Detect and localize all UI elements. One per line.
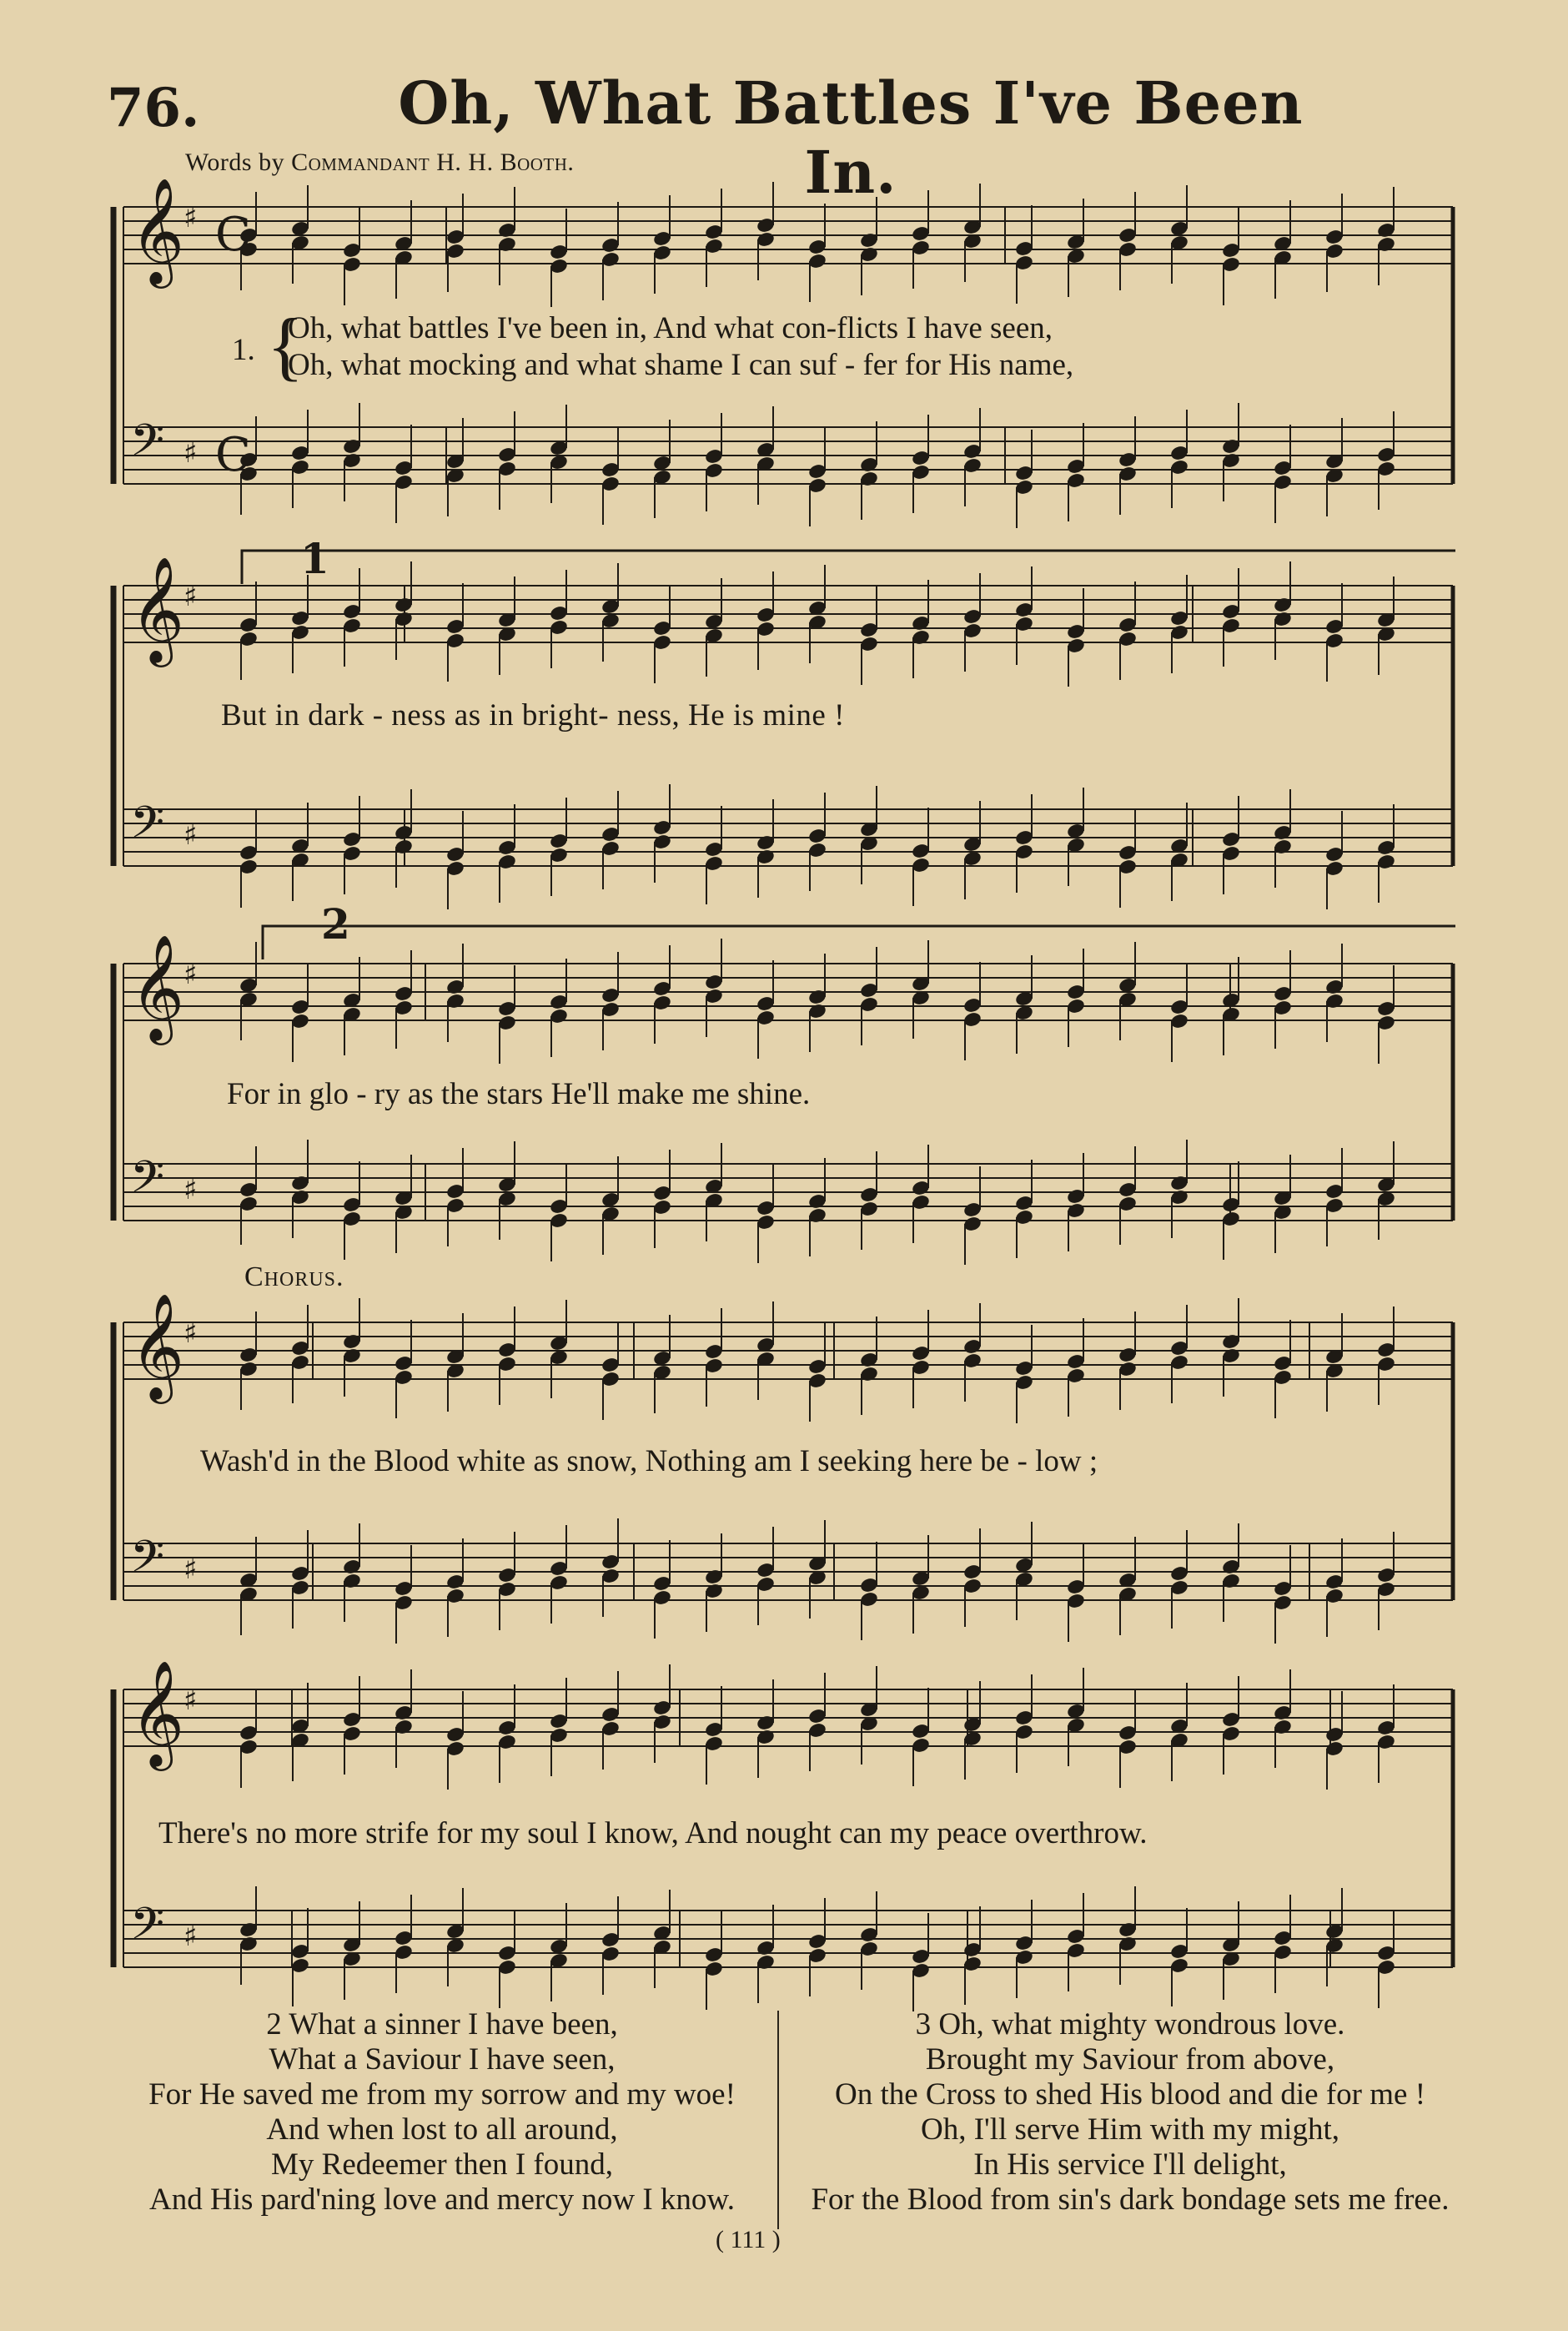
stanza-line: Oh, I'll serve Him with my might,	[920, 2112, 1339, 2147]
hymn-title: Oh, What Battles I've Been In.	[398, 68, 1304, 207]
sharp-icon: ♯	[183, 1553, 198, 1586]
bass-clef-icon: 𝄢	[130, 1152, 165, 1214]
lyric-line-1b: Oh, what mocking and what shame I can suf - fer for His name,	[288, 348, 1074, 382]
sharp-icon: ♯	[183, 818, 198, 852]
bass-clef-icon: 𝄢	[130, 415, 165, 477]
sharp-icon: ♯	[183, 958, 198, 991]
common-time-icon: C	[215, 208, 251, 262]
sharp-icon: ♯	[183, 1920, 198, 1953]
stanza-line: And His pard'ning love and mercy now I know.	[149, 2182, 735, 2217]
lyric-line-3: For in glo - ry as the stars He'll make me shine.	[227, 1077, 811, 1111]
common-time-icon: C	[215, 428, 251, 482]
second-ending-number: 2	[321, 899, 350, 949]
stanza-line: What a Saviour I have seen,	[269, 2042, 616, 2077]
sharp-icon: ♯	[183, 1317, 198, 1350]
chorus-line-2: There's no more strife for my soul I know, And nought can my peace overthrow.	[158, 1816, 1148, 1850]
stanza-line: For the Blood from sin's dark bondage sets me free.	[811, 2182, 1450, 2217]
hymn-number: 76.	[107, 77, 200, 139]
treble-clef-icon: 𝄞	[130, 556, 185, 662]
stanza-line: In His service I'll delight,	[973, 2147, 1287, 2182]
verse-number: 1.	[232, 333, 255, 367]
bass-clef-icon: 𝄢	[130, 1532, 165, 1593]
page-number: ( 111 )	[716, 2226, 781, 2253]
sharp-icon: ♯	[183, 436, 198, 470]
sharp-icon: ♯	[183, 1173, 198, 1206]
stanza-line: 2 What a sinner I have been,	[266, 2007, 618, 2042]
sharp-icon: ♯	[183, 201, 198, 234]
bass-clef-icon: 𝄢	[130, 1899, 165, 1961]
lyric-line-1a: Oh, what battles I've been in, And what con-flicts I have seen,	[288, 311, 1053, 345]
stanza-line: For He saved me from my sorrow and my woe!	[148, 2077, 736, 2112]
chorus-line-1: Wash'd in the Blood white as snow, Nothing am I seeking here be - low ;	[200, 1444, 1098, 1478]
credit-author: Commandant H. H. Booth.	[291, 149, 575, 176]
verse-brace: {	[267, 303, 304, 388]
first-ending-number: 1	[300, 534, 329, 583]
chorus-label: Chorus.	[244, 1261, 344, 1292]
stanza-line: Brought my Saviour from above,	[925, 2042, 1335, 2077]
stanza-line: On the Cross to shed His blood and die for me !	[834, 2077, 1426, 2112]
credit-prefix: Words by	[185, 149, 285, 176]
stanza-2	[108, 2007, 776, 2218]
sharp-icon: ♯	[183, 580, 198, 613]
lyric-line-2: But in dark - ness as in bright- ness, He is mine !	[221, 698, 845, 733]
bass-clef-icon: 𝄢	[130, 798, 165, 859]
stanza-divider	[777, 2011, 779, 2229]
treble-clef-icon: 𝄞	[130, 177, 185, 284]
stanza-3	[780, 2007, 1480, 2218]
stanza-line: 3 Oh, what mighty wondrous love.	[915, 2007, 1345, 2042]
stanza-line: And when lost to all around,	[266, 2112, 618, 2147]
stanza-line: My Redeemer then I found,	[271, 2147, 613, 2182]
sharp-icon: ♯	[183, 1684, 198, 1717]
first-ending-bracket	[242, 551, 1455, 584]
treble-clef-icon: 𝄞	[130, 1292, 185, 1399]
treble-clef-icon: 𝄞	[130, 934, 185, 1040]
treble-clef-icon: 𝄞	[130, 1659, 185, 1766]
second-ending-bracket	[263, 926, 1455, 959]
